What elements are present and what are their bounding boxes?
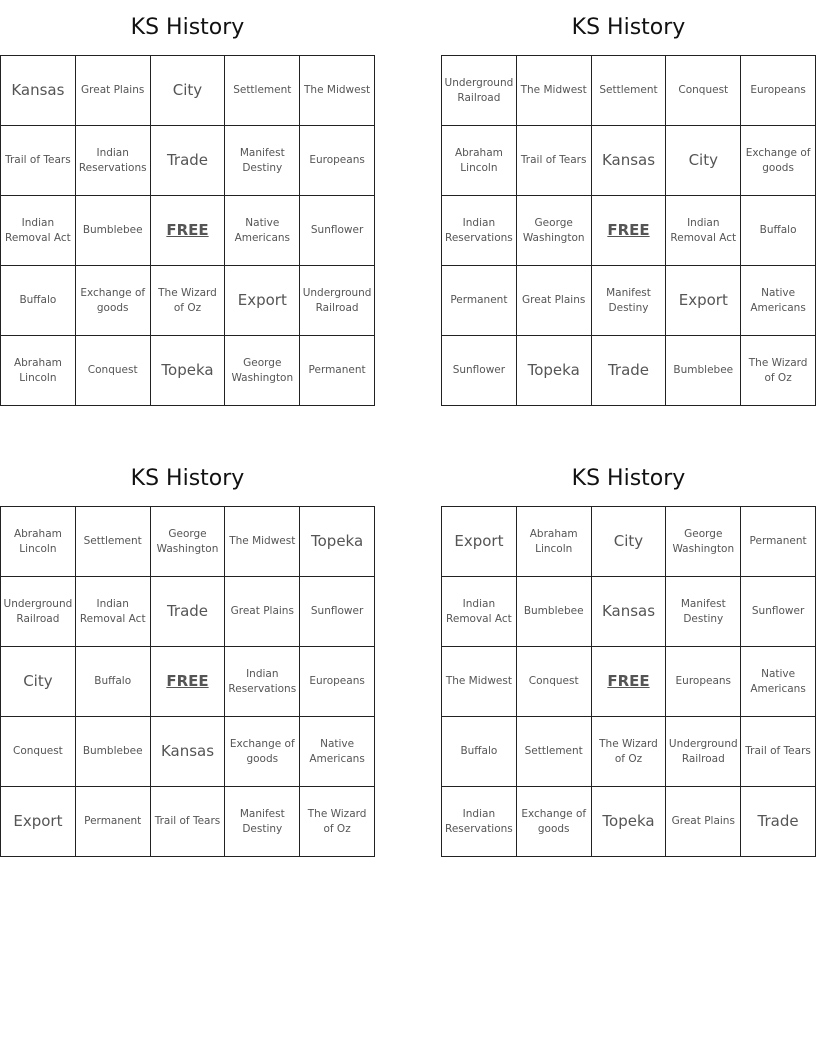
- card-title: KS History: [571, 15, 686, 40]
- bingo-cell: Permanent: [442, 266, 517, 336]
- bingo-card: [441, 451, 816, 835]
- bingo-cell: Great Plains: [517, 266, 592, 336]
- bingo-cell: Export: [225, 266, 300, 336]
- bingo-cell: Settlement: [76, 507, 151, 577]
- bingo-cell: Kansas: [151, 717, 226, 787]
- bingo-cell: Trail of Tears: [741, 717, 816, 787]
- bingo-cell: Export: [1, 787, 76, 857]
- bingo-cell: Indian Reservations: [76, 126, 151, 196]
- bingo-card: [0, 0, 375, 384]
- bingo-cell: Abraham Lincoln: [1, 336, 76, 406]
- bingo-cell: Native Americans: [300, 717, 375, 787]
- bingo-cell: The Wizard of Oz: [300, 787, 375, 857]
- bingo-cell: Manifest Destiny: [225, 126, 300, 196]
- bingo-cell: Trail of Tears: [517, 126, 592, 196]
- bingo-cell: Europeans: [300, 126, 375, 196]
- bingo-cell: Abraham Lincoln: [442, 126, 517, 196]
- bingo-cell: Sunflower: [741, 577, 816, 647]
- bingo-cell: Indian Removal Act: [1, 196, 76, 266]
- bingo-cell: The Midwest: [225, 507, 300, 577]
- bingo-cell: Permanent: [741, 507, 816, 577]
- bingo-cell: Europeans: [300, 647, 375, 717]
- bingo-cell: Abraham Lincoln: [1, 507, 76, 577]
- bingo-cell: Underground Railroad: [1, 577, 76, 647]
- bingo-cell: Kansas: [1, 56, 76, 126]
- bingo-cell: George Washington: [225, 336, 300, 406]
- bingo-cell: The Midwest: [517, 56, 592, 126]
- bingo-cell: Permanent: [76, 787, 151, 857]
- bingo-cell: Europeans: [666, 647, 741, 717]
- bingo-cell: Sunflower: [442, 336, 517, 406]
- bingo-cell: The Wizard of Oz: [151, 266, 226, 336]
- bingo-cell: City: [666, 126, 741, 196]
- bingo-cell: Settlement: [517, 717, 592, 787]
- bingo-cell: Great Plains: [76, 56, 151, 126]
- free-space-cell: FREE: [592, 196, 667, 266]
- bingo-cell: The Wizard of Oz: [592, 717, 667, 787]
- bingo-cell: Indian Reservations: [225, 647, 300, 717]
- bingo-cell: Settlement: [225, 56, 300, 126]
- bingo-cell: Great Plains: [225, 577, 300, 647]
- free-space-cell: FREE: [151, 647, 226, 717]
- bingo-cell: George Washington: [151, 507, 226, 577]
- bingo-grid: [0, 506, 375, 857]
- free-space-cell: FREE: [592, 647, 667, 717]
- bingo-cell: Indian Reservations: [442, 196, 517, 266]
- bingo-cell: Exchange of goods: [517, 787, 592, 857]
- bingo-cell: Manifest Destiny: [592, 266, 667, 336]
- bingo-cell: Abraham Lincoln: [517, 507, 592, 577]
- bingo-cell: Bumblebee: [517, 577, 592, 647]
- bingo-cell: Bumblebee: [76, 717, 151, 787]
- bingo-cell: Indian Removal Act: [442, 577, 517, 647]
- bingo-grid: [0, 55, 375, 406]
- card-title: KS History: [130, 466, 245, 491]
- bingo-cell: Manifest Destiny: [225, 787, 300, 857]
- bingo-cell: Conquest: [517, 647, 592, 717]
- bingo-cell: Sunflower: [300, 577, 375, 647]
- bingo-cell: Trail of Tears: [151, 787, 226, 857]
- bingo-cell: George Washington: [517, 196, 592, 266]
- bingo-card: [0, 451, 375, 835]
- bingo-cell: Topeka: [151, 336, 226, 406]
- bingo-cell: The Wizard of Oz: [741, 336, 816, 406]
- bingo-cell: Settlement: [592, 56, 667, 126]
- bingo-cell: City: [1, 647, 76, 717]
- bingo-cell: Bumblebee: [666, 336, 741, 406]
- bingo-cell: Conquest: [1, 717, 76, 787]
- bingo-cell: Exchange of goods: [741, 126, 816, 196]
- bingo-cell: Trade: [151, 577, 226, 647]
- bingo-grid: [441, 506, 816, 857]
- bingo-cell: Buffalo: [76, 647, 151, 717]
- bingo-cell: Trade: [151, 126, 226, 196]
- bingo-cell: Kansas: [592, 126, 667, 196]
- bingo-cell: Great Plains: [666, 787, 741, 857]
- bingo-cell: Bumblebee: [76, 196, 151, 266]
- free-space-cell: FREE: [151, 196, 226, 266]
- bingo-cell: Exchange of goods: [225, 717, 300, 787]
- bingo-cell: Indian Removal Act: [76, 577, 151, 647]
- bingo-cell: Native Americans: [225, 196, 300, 266]
- bingo-cell: Export: [666, 266, 741, 336]
- bingo-cell: Manifest Destiny: [666, 577, 741, 647]
- bingo-cell: Permanent: [300, 336, 375, 406]
- bingo-cell: Trade: [592, 336, 667, 406]
- bingo-cell: City: [151, 56, 226, 126]
- bingo-cell: Trade: [741, 787, 816, 857]
- bingo-cell: Native Americans: [741, 266, 816, 336]
- bingo-cell: Indian Reservations: [442, 787, 517, 857]
- bingo-cell: City: [592, 507, 667, 577]
- bingo-cell: Kansas: [592, 577, 667, 647]
- bingo-cell: Underground Railroad: [300, 266, 375, 336]
- bingo-cell: Topeka: [517, 336, 592, 406]
- card-title: KS History: [571, 466, 686, 491]
- bingo-cell: Sunflower: [300, 196, 375, 266]
- bingo-cell: Buffalo: [442, 717, 517, 787]
- bingo-cell: Buffalo: [741, 196, 816, 266]
- bingo-cell: Native Americans: [741, 647, 816, 717]
- bingo-grid: [441, 55, 816, 406]
- bingo-cell: Europeans: [741, 56, 816, 126]
- bingo-cell: Topeka: [300, 507, 375, 577]
- card-title: KS History: [130, 15, 245, 40]
- bingo-cell: Conquest: [666, 56, 741, 126]
- bingo-cell: Exchange of goods: [76, 266, 151, 336]
- bingo-card: [441, 0, 816, 384]
- bingo-cell: Underground Railroad: [666, 717, 741, 787]
- bingo-cell: Buffalo: [1, 266, 76, 336]
- bingo-cell: Topeka: [592, 787, 667, 857]
- bingo-cell: George Washington: [666, 507, 741, 577]
- bingo-cell: Indian Removal Act: [666, 196, 741, 266]
- bingo-cell: The Midwest: [442, 647, 517, 717]
- bingo-cell: Conquest: [76, 336, 151, 406]
- bingo-cell: Export: [442, 507, 517, 577]
- bingo-cell: Underground Railroad: [442, 56, 517, 126]
- bingo-cell: Trail of Tears: [1, 126, 76, 196]
- bingo-cell: The Midwest: [300, 56, 375, 126]
